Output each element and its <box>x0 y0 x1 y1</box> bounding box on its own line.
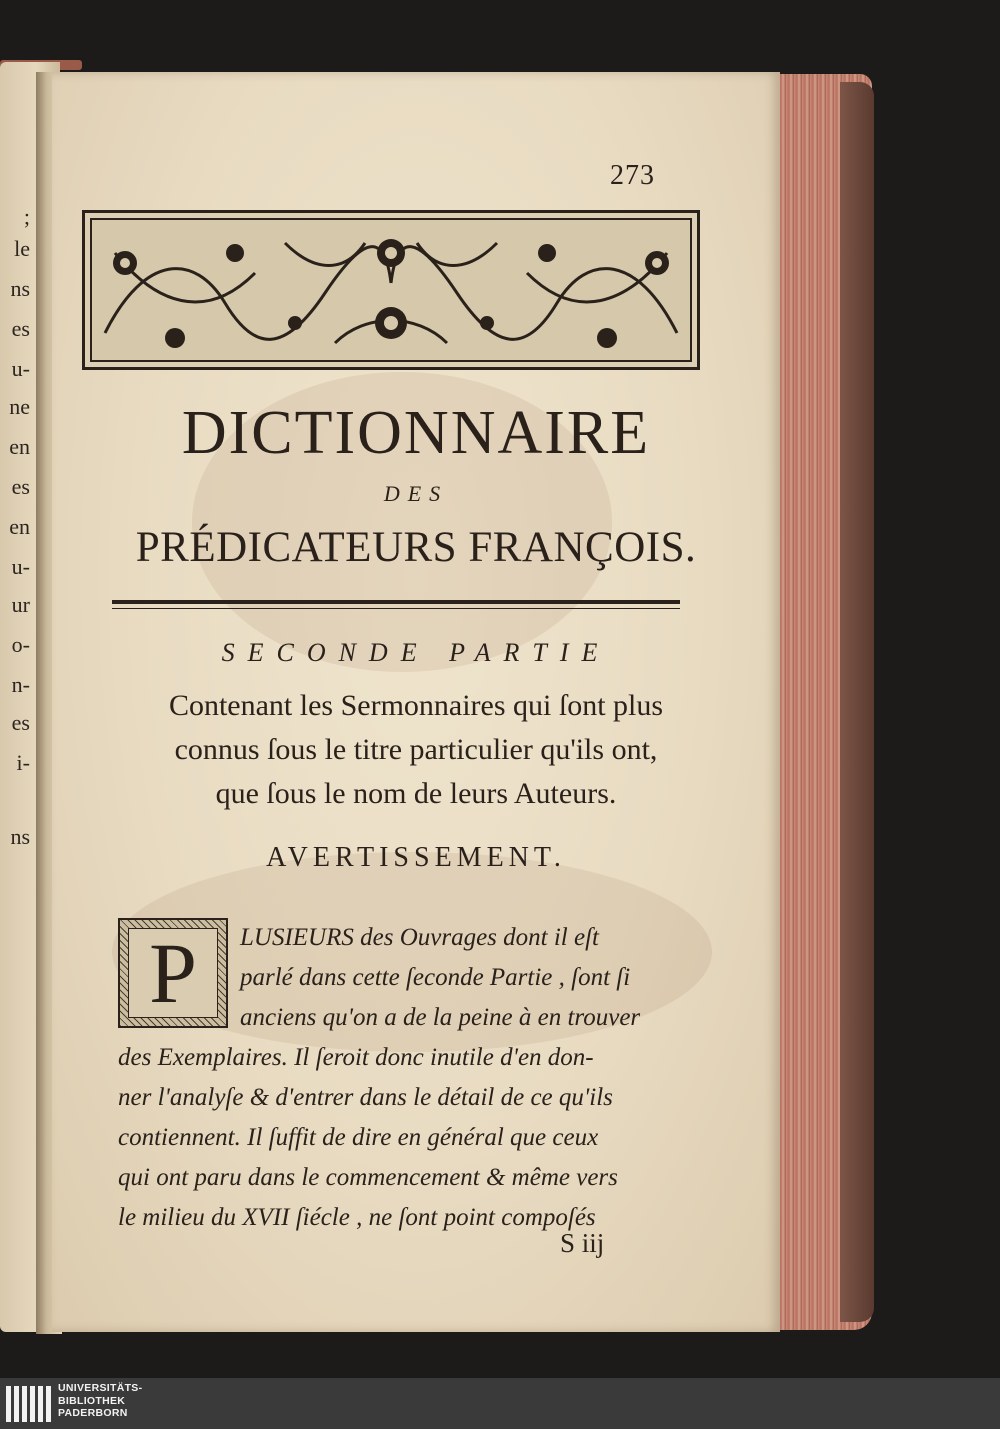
left-fragment: o- <box>11 632 30 657</box>
title-connector: DES <box>383 481 449 506</box>
left-fragment: u- <box>11 554 30 579</box>
ornamental-headpiece <box>82 210 700 370</box>
left-fragment: ns <box>10 276 30 301</box>
signature-mark: S iij <box>560 1228 605 1258</box>
body-line: anciens qu'on a de la peine à en trouver <box>240 1004 641 1031</box>
left-fragment: es <box>11 316 30 341</box>
left-fragment: ne <box>9 394 30 419</box>
description-line: Contenant les Sermonnaires qui ſont plus <box>168 689 664 722</box>
left-fragment: en <box>9 514 30 539</box>
part-heading: SECONDE PARTIE <box>221 638 611 667</box>
book-title: DICTIONNAIRE <box>181 399 651 467</box>
body-line: contiennent. Il ſuffit de dire en général que ceux <box>118 1124 599 1151</box>
body-line: des Exemplaires. Il ſeroit donc inutile d'en don- <box>118 1044 594 1071</box>
left-fragment: i- <box>16 750 30 775</box>
library-logo-icon <box>6 1386 51 1422</box>
description-line: connus ſous le titre particulier qu'ils ont, <box>174 733 658 766</box>
book-spine <box>840 82 874 1322</box>
left-fragment: es <box>11 474 30 499</box>
body-line: LUSIEURS des Ouvrages dont il eſt <box>240 924 599 951</box>
drop-cap-letter: P <box>128 928 218 1018</box>
divider-rule <box>112 600 680 604</box>
library-name-line: PADERBORN <box>58 1407 128 1419</box>
book-subtitle: PRÉDICATEURS FRANÇOIS. <box>135 524 697 571</box>
body-line: le milieu du XVII ſiécle , ne ſont point compoſés <box>118 1204 596 1231</box>
section-heading: AVERTISSEMENT. <box>266 842 566 873</box>
floral-ornament-icon <box>85 213 697 367</box>
left-fragment: ; <box>23 204 30 229</box>
left-fragment: ur <box>11 592 30 617</box>
library-name-line: UNIVERSITÄTS- <box>58 1382 143 1394</box>
left-fragment: ns <box>10 824 30 849</box>
left-fragment: en <box>9 434 30 459</box>
part-description <box>52 684 780 816</box>
library-banner <box>0 1378 1000 1429</box>
left-fragment: le <box>14 236 30 261</box>
left-fragment: u- <box>11 356 30 381</box>
left-fragment: es <box>11 710 30 735</box>
body-line: qui ont paru dans le commencement & même vers <box>118 1164 618 1191</box>
description-line: que ſous le nom de leurs Auteurs. <box>215 777 617 810</box>
library-name <box>58 1382 142 1420</box>
body-line: ner l'analyſe & d'entrer dans le détail de ce qu'ils <box>118 1084 613 1111</box>
library-name-line: BIBLIOTHEK <box>58 1394 126 1407</box>
divider-rule <box>112 608 680 609</box>
body-line: parlé dans cette ſeconde Partie , ſont ſi <box>240 964 631 991</box>
page-number: 273 <box>610 160 655 191</box>
drop-cap <box>118 918 228 1028</box>
left-fragment: n- <box>11 672 30 697</box>
